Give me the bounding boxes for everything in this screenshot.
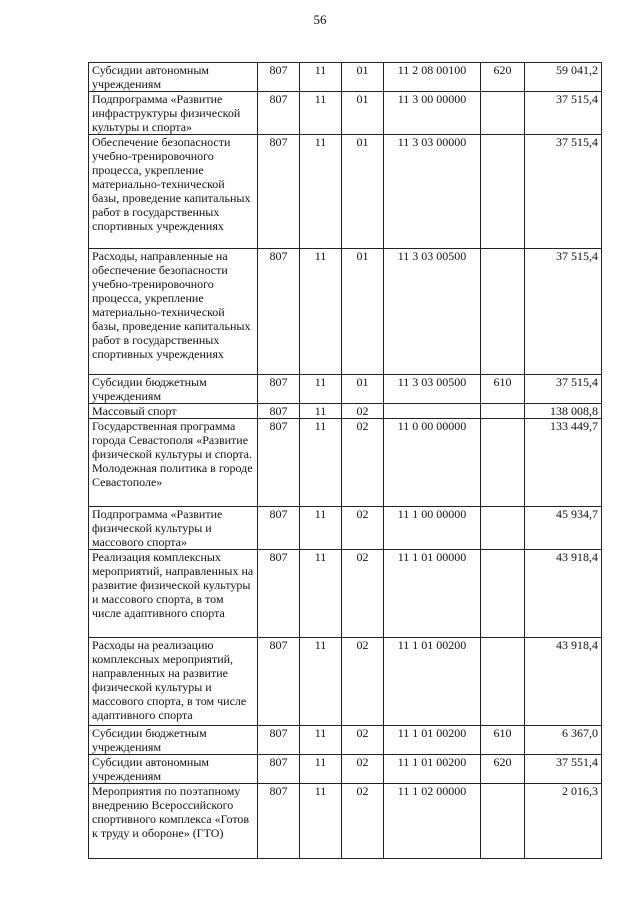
row-name: Реализация комплексных мероприятий, направленных на развитие физической культуры и массового спорта, в том числе адаптивного спорта	[89, 550, 258, 638]
target-article-code: 11 3 03 00500	[384, 375, 481, 404]
target-article-code: 11 1 00 00000	[384, 507, 481, 550]
subsection-code: 02	[342, 404, 384, 419]
target-article-code	[384, 404, 481, 419]
expense-type-code	[481, 404, 525, 419]
subsection-code: 01	[342, 92, 384, 135]
amount: 138 008,8	[525, 404, 602, 419]
section-code: 11	[300, 249, 342, 375]
expense-type-code	[481, 638, 525, 726]
target-article-code: 11 1 01 00200	[384, 755, 481, 784]
row-name: Субсидии бюджетным учреждениям	[89, 375, 258, 404]
amount: 59 041,2	[525, 63, 602, 92]
row-name: Субсидии автономным учреждениям	[89, 63, 258, 92]
subsection-code: 01	[342, 135, 384, 249]
row-name: Расходы на реализацию комплексных мероприятий, направленных на развитие физической культуры и массового спорта, в том числе адаптивного спорта	[89, 638, 258, 726]
target-article-code: 11 1 01 00000	[384, 550, 481, 638]
subsection-code: 01	[342, 249, 384, 375]
row-name: Расходы, направленные на обеспечение безопасности учебно-тренировочного процесса, укрепление материально-технической базы, проведение капитальных работ в государственных спортивных учреждениях	[89, 249, 258, 375]
section-code: 11	[300, 507, 342, 550]
subsection-code: 02	[342, 507, 384, 550]
table-row	[89, 249, 602, 375]
ministry-code: 807	[258, 638, 300, 726]
ministry-code: 807	[258, 404, 300, 419]
subsection-code: 02	[342, 784, 384, 859]
expense-type-code	[481, 507, 525, 550]
ministry-code: 807	[258, 507, 300, 550]
section-code: 11	[300, 755, 342, 784]
table-row	[89, 375, 602, 404]
subsection-code: 02	[342, 419, 384, 507]
ministry-code: 807	[258, 63, 300, 92]
amount: 43 918,4	[525, 550, 602, 638]
subsection-code: 02	[342, 550, 384, 638]
expense-type-code: 620	[481, 63, 525, 92]
target-article-code: 11 0 00 00000	[384, 419, 481, 507]
page-number: 56	[313, 12, 327, 27]
row-name: Субсидии бюджетным учреждениям	[89, 726, 258, 755]
expense-type-code	[481, 550, 525, 638]
subsection-code: 02	[342, 726, 384, 755]
table-row	[89, 726, 602, 755]
target-article-code: 11 3 00 00000	[384, 92, 481, 135]
expense-type-code: 610	[481, 726, 525, 755]
ministry-code: 807	[258, 92, 300, 135]
expense-type-code: 620	[481, 755, 525, 784]
subsection-code: 02	[342, 755, 384, 784]
amount: 2 016,3	[525, 784, 602, 859]
row-name: Подпрограмма «Развитие инфраструктуры физической культуры и спорта»	[89, 92, 258, 135]
expense-type-code	[481, 784, 525, 859]
table-row	[89, 638, 602, 726]
budget-table	[88, 62, 602, 859]
table-row	[89, 507, 602, 550]
table-row	[89, 550, 602, 638]
section-code: 11	[300, 784, 342, 859]
target-article-code: 11 1 02 00000	[384, 784, 481, 859]
table-row	[89, 419, 602, 507]
ministry-code: 807	[258, 755, 300, 784]
amount: 37 515,4	[525, 375, 602, 404]
expense-type-code	[481, 249, 525, 375]
section-code: 11	[300, 404, 342, 419]
section-code: 11	[300, 375, 342, 404]
row-name: Массовый спорт	[89, 404, 258, 419]
ministry-code: 807	[258, 419, 300, 507]
target-article-code: 11 3 03 00500	[384, 249, 481, 375]
amount: 37 515,4	[525, 135, 602, 249]
section-code: 11	[300, 135, 342, 249]
ministry-code: 807	[258, 249, 300, 375]
ministry-code: 807	[258, 784, 300, 859]
table-row	[89, 63, 602, 92]
target-article-code: 11 1 01 00200	[384, 638, 481, 726]
section-code: 11	[300, 63, 342, 92]
subsection-code: 02	[342, 638, 384, 726]
expense-type-code: 610	[481, 375, 525, 404]
row-name: Обеспечение безопасности учебно-тренировочного процесса, укрепление материально-технической базы, проведение капитальных работ в государственных спортивных учреждениях	[89, 135, 258, 249]
table-row	[89, 92, 602, 135]
row-name: Подпрограмма «Развитие физической культуры и массового спорта»	[89, 507, 258, 550]
table-row	[89, 135, 602, 249]
table-row	[89, 404, 602, 419]
ministry-code: 807	[258, 135, 300, 249]
amount: 43 918,4	[525, 638, 602, 726]
amount: 45 934,7	[525, 507, 602, 550]
subsection-code: 01	[342, 63, 384, 92]
table-row	[89, 755, 602, 784]
ministry-code: 807	[258, 726, 300, 755]
amount: 37 551,4	[525, 755, 602, 784]
amount: 6 367,0	[525, 726, 602, 755]
amount: 37 515,4	[525, 92, 602, 135]
section-code: 11	[300, 92, 342, 135]
target-article-code: 11 3 03 00000	[384, 135, 481, 249]
section-code: 11	[300, 550, 342, 638]
section-code: 11	[300, 419, 342, 507]
subsection-code: 01	[342, 375, 384, 404]
ministry-code: 807	[258, 375, 300, 404]
target-article-code: 11 1 01 00200	[384, 726, 481, 755]
amount: 133 449,7	[525, 419, 602, 507]
row-name: Государственная программа города Севастополя «Развитие физической культуры и спорта. Молодежная политика в городе Севастополе»	[89, 419, 258, 507]
section-code: 11	[300, 638, 342, 726]
target-article-code: 11 2 08 00100	[384, 63, 481, 92]
amount: 37 515,4	[525, 249, 602, 375]
expense-type-code	[481, 419, 525, 507]
ministry-code: 807	[258, 550, 300, 638]
section-code: 11	[300, 726, 342, 755]
expense-type-code	[481, 92, 525, 135]
row-name: Мероприятия по поэтапному внедрению Всероссийского спортивного комплекса «Готов к труду и обороне» (ГТО)	[89, 784, 258, 859]
table-row	[89, 784, 602, 859]
row-name: Субсидии автономным учреждениям	[89, 755, 258, 784]
expense-type-code	[481, 135, 525, 249]
